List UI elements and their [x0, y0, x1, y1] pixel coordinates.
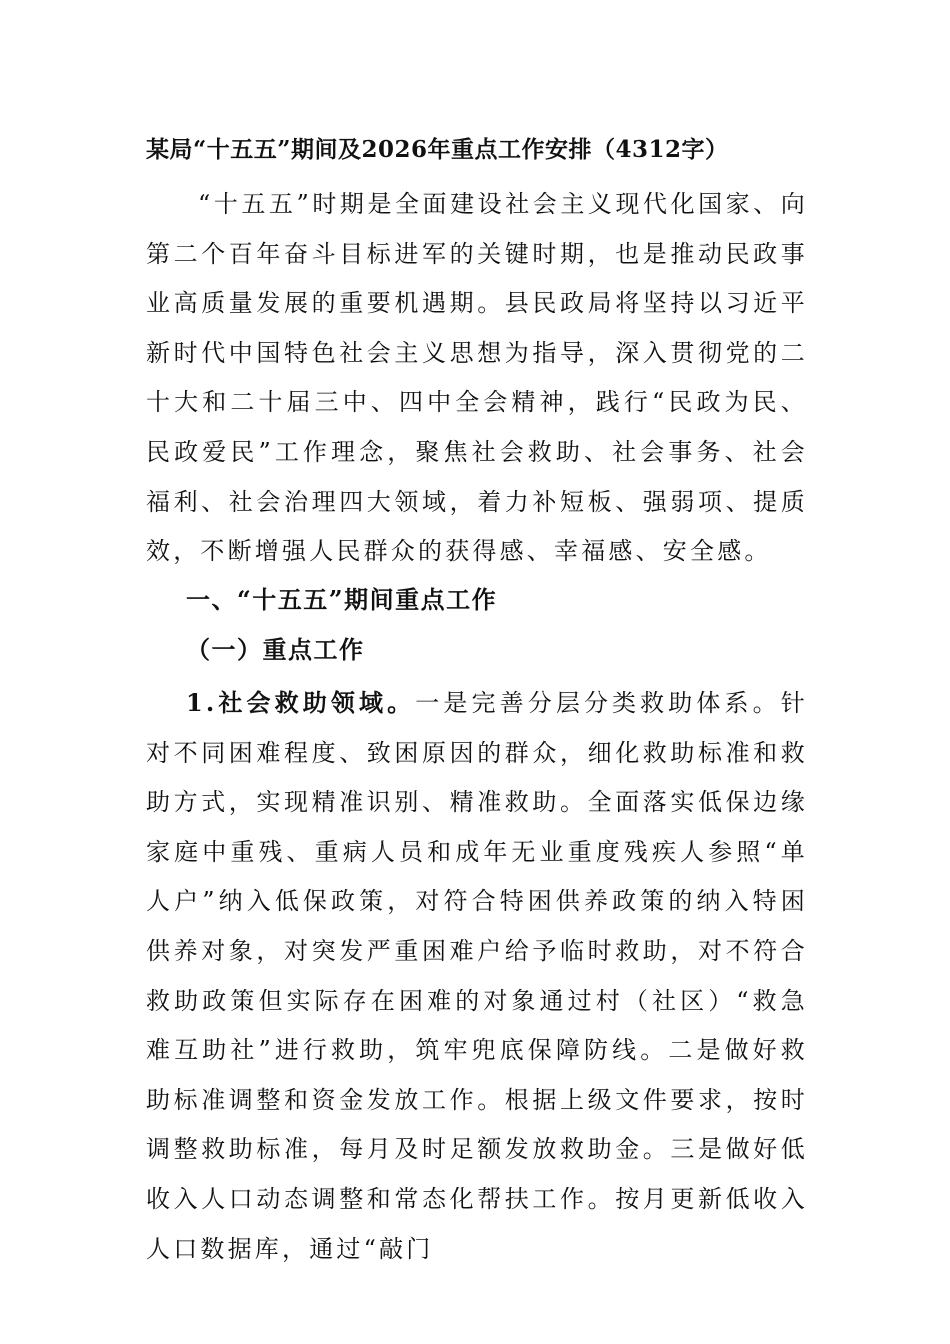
section-paragraph-1 — [146, 678, 808, 1274]
paragraph-text: 一是完善分层分类救助体系。针对不同困难程度、致困原因的群众，细化救助标准和救助方式，实现精准识别、精准救助。全面落实低保边缘家庭中重残、重病人员和成年无业重度残疾人参照“单人户”纳入低保政策，对符合特困供养政策的纳入特困供养对象，对突发严重困难户给予临时救助，对不符合救助政策但实际存在困难的对象通过村（社区）“救急难互助社”进行救助，筑牢兜底保障防线。二是做好救助标准调整和资金发放工作。根据上级文件要求，按时调整救助标准，每月及时足额发放救助金。三是做好低收入人口动态调整和常态化帮扶工作。按月更新低收入人口数据库，通过“敲门 — [146, 689, 808, 1263]
paragraph-lead: 1.社会救助领域。 — [186, 688, 416, 717]
section-heading-1: 一、“十五五”期间重点工作 — [186, 585, 498, 614]
intro-paragraph: “十五五”时期是全面建设社会主义现代化国家、向第二个百年奋斗目标进军的关键时期，也是推动民政事业高质量发展的重要机遇期。县民政局将坚持以习近平新时代中国特色社会主义思想为指导，深入贯彻党的二十大和二十届三中、四中全会精神，践行“民政为民、民政爱民”工作理念，聚焦社会救助、社会事务、社会福利、社会治理四大领域，着力补短板、强弱项、提质效，不断增强人民群众的获得感、幸福感、安全感。 — [146, 190, 808, 566]
document-title: 某局“十五五”期间及2026年重点工作安排（4312字） — [146, 136, 729, 163]
subsection-heading: （一）重点工作 — [186, 635, 365, 664]
